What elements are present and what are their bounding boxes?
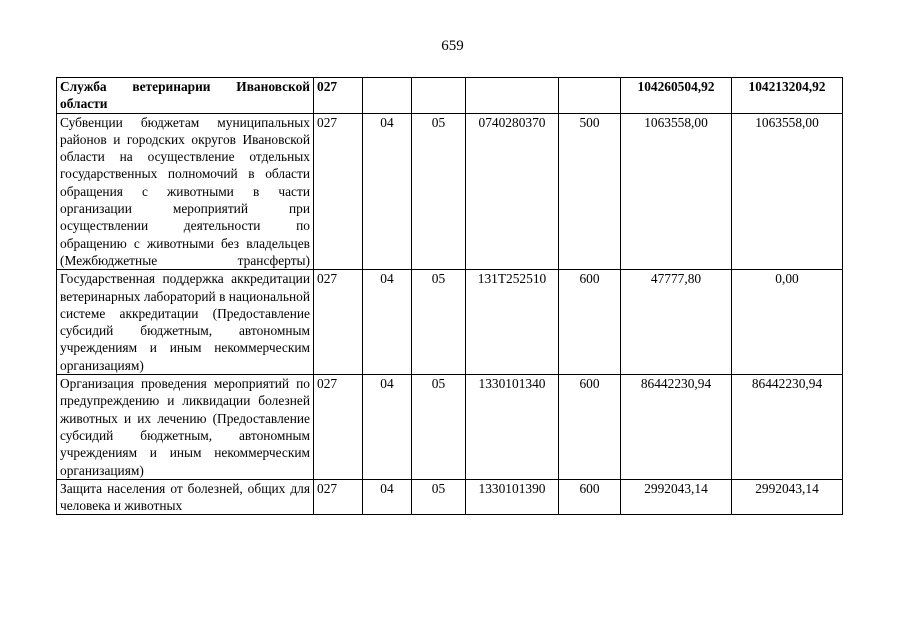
- expense-name-cell: Защита населения от болезней, общих для человека и животных: [57, 479, 314, 515]
- expense-type-cell: 500: [559, 113, 621, 270]
- expense-name-cell: Организация проведения мероприятий по предупреждению и ликвидации болезней животных и их лечению (Предоставление субсидий бюджетным, автономным учреждениям и иным некоммерческим организациям): [57, 375, 314, 480]
- expense-type-cell: [559, 78, 621, 114]
- table-row: [57, 479, 843, 515]
- subsection-cell: 05: [412, 479, 466, 515]
- ministry-code-cell: 027: [314, 78, 363, 114]
- target-article-cell: 1330101390: [466, 479, 559, 515]
- expense-name-cell: Субвенции бюджетам муниципальных районов и городских округов Ивановской области на осуществление отдельных государственных полномочий в области обращения с животными в части организации мероприятий при осуществлении деятельности по обращению с животными без владельцев (Межбюджетные трансферты): [57, 113, 314, 270]
- amount-year2-cell: 2992043,14: [732, 479, 843, 515]
- table-row: [57, 375, 843, 480]
- subsection-cell: 05: [412, 113, 466, 270]
- target-article-cell: 0740280370: [466, 113, 559, 270]
- subsection-cell: [412, 78, 466, 114]
- target-article-cell: 131Т252510: [466, 270, 559, 375]
- subsection-cell: 05: [412, 375, 466, 480]
- subsection-cell: 05: [412, 270, 466, 375]
- target-article-cell: 1330101340: [466, 375, 559, 480]
- ministry-code-cell: 027: [314, 375, 363, 480]
- amount-year2-cell: 104213204,92: [732, 78, 843, 114]
- table-row: [57, 78, 843, 114]
- table-row: [57, 270, 843, 375]
- table-row: [57, 113, 843, 270]
- amount-year1-cell: 47777,80: [621, 270, 732, 375]
- amount-year2-cell: 1063558,00: [732, 113, 843, 270]
- amount-year2-cell: 0,00: [732, 270, 843, 375]
- budget-table: [56, 77, 843, 515]
- section-cell: 04: [363, 270, 412, 375]
- expense-name-cell: Государственная поддержка аккредитации ветеринарных лабораторий в национальной системе аккредитации (Предоставление субсидий бюджетным, автономным учреждениям и иным некоммерческим организациям): [57, 270, 314, 375]
- amount-year1-cell: 1063558,00: [621, 113, 732, 270]
- section-cell: [363, 78, 412, 114]
- expense-type-cell: 600: [559, 479, 621, 515]
- agency-name-cell: Служба ветеринарии Ивановской области: [57, 78, 314, 114]
- ministry-code-cell: 027: [314, 113, 363, 270]
- section-cell: 04: [363, 479, 412, 515]
- target-article-cell: [466, 78, 559, 114]
- page-number: 659: [441, 38, 464, 54]
- amount-year1-cell: 104260504,92: [621, 78, 732, 114]
- expense-type-cell: 600: [559, 270, 621, 375]
- ministry-code-cell: 027: [314, 479, 363, 515]
- amount-year2-cell: 86442230,94: [732, 375, 843, 480]
- ministry-code-cell: 027: [314, 270, 363, 375]
- section-cell: 04: [363, 375, 412, 480]
- expense-type-cell: 600: [559, 375, 621, 480]
- section-cell: 04: [363, 113, 412, 270]
- amount-year1-cell: 86442230,94: [621, 375, 732, 480]
- amount-year1-cell: 2992043,14: [621, 479, 732, 515]
